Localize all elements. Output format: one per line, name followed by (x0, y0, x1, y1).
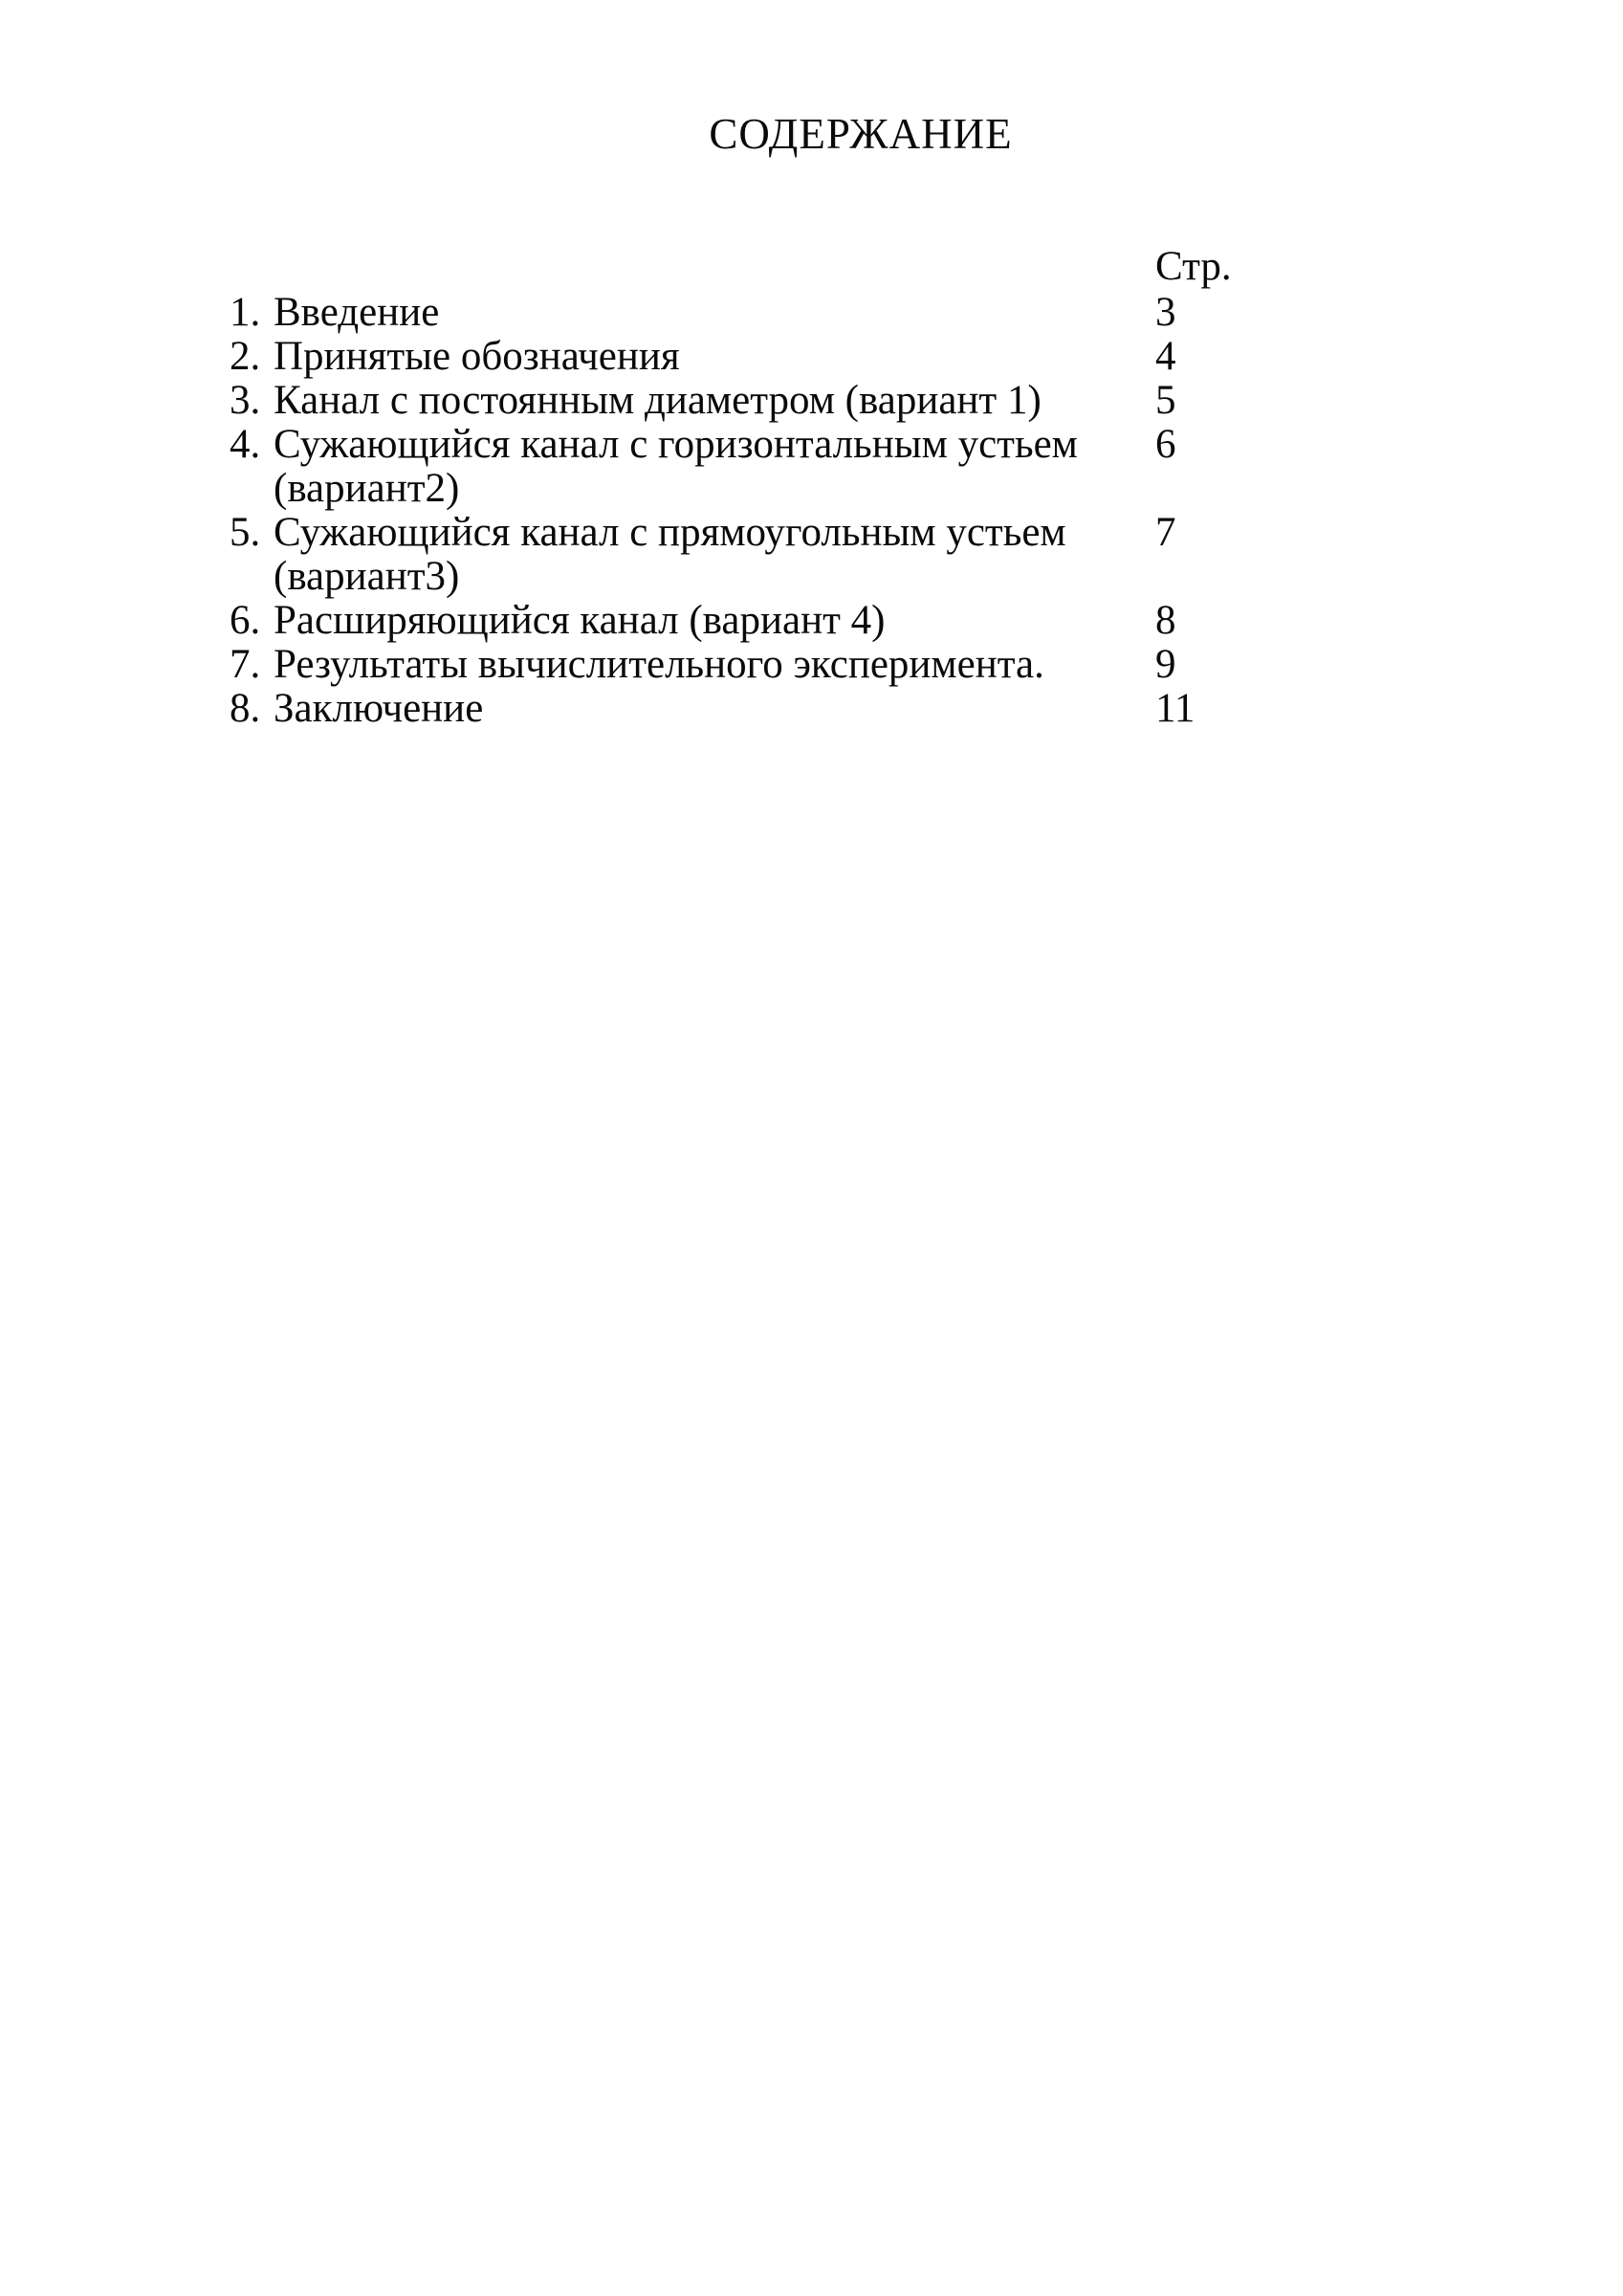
toc-entry (0, 423, 1623, 511)
toc-entry-text (274, 335, 1153, 379)
toc-entry-page: 8 (1155, 598, 1176, 643)
toc-entry-title: Сужающийся канал с горизонтальным устьем (274, 422, 1078, 467)
toc-entry-title: Результаты вычислительного эксперимента. (274, 642, 1044, 687)
toc-entry-title-continuation: (вариант3) (274, 554, 460, 599)
toc-entry-text (274, 379, 1153, 423)
toc-entry-text (274, 423, 1153, 511)
toc-entry (0, 687, 1623, 731)
toc-entry-text (274, 511, 1153, 599)
page-title: СОДЕРЖАНИЕ (709, 110, 1013, 158)
toc-entry (0, 599, 1623, 643)
toc-entry-title: Введение (274, 290, 440, 335)
toc-entry-title-continuation: (вариант2) (274, 466, 460, 511)
toc-entry-title: Принятые обозначения (274, 334, 680, 379)
toc-entry-number: 4. (230, 422, 261, 467)
toc-entry-page: 7 (1155, 510, 1176, 555)
toc-entry-title: Канал с постоянным диаметром (вариант 1) (274, 378, 1042, 423)
toc-entry-title: Заключение (274, 686, 484, 731)
toc-entry-page: 6 (1155, 422, 1176, 467)
toc-entry-page: 5 (1155, 378, 1176, 423)
toc-entry-text (274, 291, 1153, 335)
toc-entry-text (274, 687, 1153, 731)
toc-entry (0, 379, 1623, 423)
toc-entry-number: 8. (230, 686, 261, 731)
toc-entry-number: 5. (230, 510, 261, 555)
table-of-contents (0, 291, 1623, 731)
toc-entry-page: 4 (1155, 334, 1176, 379)
toc-entry-title: Расширяющийся канал (вариант 4) (274, 598, 886, 643)
toc-entry-number: 7. (230, 642, 261, 687)
toc-entry-number: 6. (230, 598, 261, 643)
toc-entry-number: 2. (230, 334, 261, 379)
toc-entry-number: 1. (230, 290, 261, 335)
toc-entry (0, 643, 1623, 687)
toc-entry-page: 9 (1155, 642, 1176, 687)
toc-entry-page: 11 (1155, 686, 1195, 731)
toc-entry-text (274, 643, 1153, 687)
toc-entry-page: 3 (1155, 290, 1176, 335)
toc-entry (0, 511, 1623, 599)
toc-entry-number: 3. (230, 378, 261, 423)
toc-entry (0, 335, 1623, 379)
toc-entry-title: Сужающийся канал с прямоугольным устьем (274, 510, 1066, 555)
page-column-header: Стр. (1155, 244, 1232, 289)
toc-entry-text (274, 599, 1153, 643)
toc-entry (0, 291, 1623, 335)
